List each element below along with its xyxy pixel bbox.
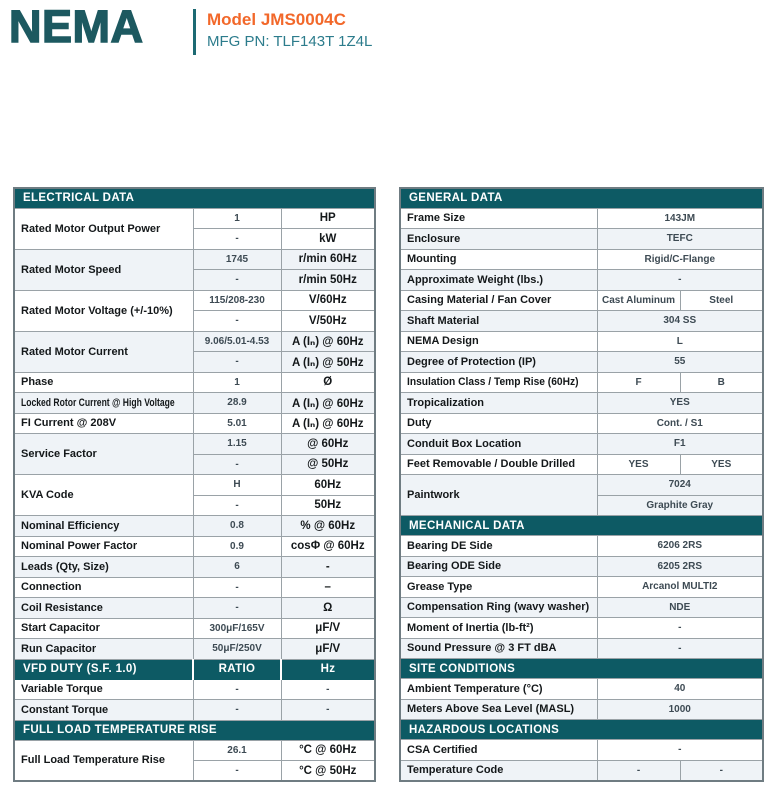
spec-label: Casing Material / Fan Cover: [400, 290, 597, 311]
spec-value: Cont. / S1: [597, 413, 763, 434]
spec-label: Connection: [14, 577, 193, 598]
electrical-data-table: [13, 187, 376, 782]
spec-value: 6205 2RS: [597, 556, 763, 577]
spec-label: Ambient Temperature (°C): [400, 679, 597, 700]
spec-value: 26.1: [193, 740, 281, 761]
spec-unit: kW: [281, 229, 375, 250]
spec-value: Arcanol MULTI2: [597, 577, 763, 598]
spec-value: 1745: [193, 249, 281, 270]
spec-unit: V/50Hz: [281, 311, 375, 332]
spec-label: FI Current @ 208V: [14, 413, 193, 434]
spec-value: 55: [597, 352, 763, 373]
spec-value: 0.9: [193, 536, 281, 557]
spec-label: Locked Rotor Current @ High Voltage: [14, 393, 193, 414]
spec-value: 6206 2RS: [597, 536, 763, 557]
spec-value: 1: [193, 208, 281, 229]
spec-value: B: [680, 372, 763, 393]
spec-label: Bearing ODE Side: [400, 556, 597, 577]
spec-value: L: [597, 331, 763, 352]
spec-value: -: [193, 679, 281, 700]
spec-value: YES: [597, 393, 763, 414]
spec-label: Leads (Qty, Size): [14, 557, 193, 578]
spec-unit: 50Hz: [281, 495, 375, 516]
spec-unit: °C @ 50Hz: [281, 761, 375, 782]
section-header-mechanical: MECHANICAL DATA: [400, 516, 763, 536]
spec-label: Grease Type: [400, 577, 597, 598]
spec-unit: μF/V: [281, 639, 375, 660]
spec-unit: A (Iₙ) @ 50Hz: [281, 352, 375, 373]
spec-value: 300μF/165V: [193, 618, 281, 639]
spec-label: Conduit Box Location: [400, 434, 597, 455]
spec-label: Nominal Power Factor: [14, 536, 193, 557]
spec-value: 40: [597, 679, 763, 700]
vfd-ratio-column-header: RATIO: [193, 659, 281, 679]
spec-value: -: [597, 618, 763, 639]
spec-value: -: [680, 760, 763, 781]
spec-label: Rated Motor Voltage (+/-10%): [14, 290, 193, 331]
spec-unit: A (Iₙ) @ 60Hz: [281, 413, 375, 434]
spec-value: 9.06/5.01-4.53: [193, 331, 281, 352]
spec-label: Frame Size: [400, 208, 597, 229]
spec-unit: Ø: [281, 372, 375, 393]
spec-label: Shaft Material: [400, 311, 597, 332]
general-data-table: [399, 187, 764, 782]
spec-unit: °C @ 60Hz: [281, 740, 375, 761]
spec-value: -: [281, 679, 375, 700]
spec-value: F1: [597, 434, 763, 455]
spec-label: KVA Code: [14, 475, 193, 516]
mfg-part-number: MFG PN: TLF143T 1Z4L: [207, 33, 373, 50]
spec-unit: 60Hz: [281, 475, 375, 496]
spec-label: Approximate Weight (lbs.): [400, 270, 597, 291]
spec-value: Graphite Gray: [597, 495, 763, 516]
spec-value: 5.01: [193, 413, 281, 434]
section-header-site-conditions: SITE CONDITIONS: [400, 659, 763, 679]
spec-unit: % @ 60Hz: [281, 516, 375, 537]
section-header-hazardous-locations: HAZARDOUS LOCATIONS: [400, 720, 763, 740]
spec-unit: -: [281, 557, 375, 578]
spec-value: -: [193, 270, 281, 291]
spec-unit: r/min 50Hz: [281, 270, 375, 291]
spec-label: Meters Above Sea Level (MASL): [400, 699, 597, 720]
spec-value: NDE: [597, 597, 763, 618]
spec-value: 1: [193, 372, 281, 393]
spec-unit: @ 60Hz: [281, 434, 375, 455]
spec-unit: @ 50Hz: [281, 454, 375, 475]
spec-label: Enclosure: [400, 229, 597, 250]
spec-unit: Ω: [281, 598, 375, 619]
spec-value: 143JM: [597, 208, 763, 229]
spec-label: Degree of Protection (IP): [400, 352, 597, 373]
spec-value: -: [597, 638, 763, 659]
spec-label: NEMA Design: [400, 331, 597, 352]
spec-value: -: [193, 454, 281, 475]
spec-value: 1.15: [193, 434, 281, 455]
spec-value: TEFC: [597, 229, 763, 250]
spec-unit: A (Iₙ) @ 60Hz: [281, 393, 375, 414]
spec-value: -: [193, 761, 281, 782]
spec-unit: r/min 60Hz: [281, 249, 375, 270]
spec-value: -: [193, 495, 281, 516]
spec-unit: V/60Hz: [281, 290, 375, 311]
spec-label: Rated Motor Speed: [14, 249, 193, 290]
spec-value: -: [193, 352, 281, 373]
spec-label: Compensation Ring (wavy washer): [400, 597, 597, 618]
spec-value: -: [193, 700, 281, 721]
spec-value: 50μF/250V: [193, 639, 281, 660]
spec-label: Rated Motor Output Power: [14, 208, 193, 249]
spec-value: 7024: [597, 475, 763, 496]
spec-label: Constant Torque: [14, 700, 193, 721]
spec-label: Service Factor: [14, 434, 193, 475]
section-header-vfd-duty: VFD DUTY (S.F. 1.0): [14, 659, 193, 679]
model-number: Model JMS0004C: [207, 10, 346, 29]
spec-value: 28.9: [193, 393, 281, 414]
spec-value: YES: [680, 454, 763, 475]
brand-divider: [193, 9, 196, 55]
spec-label: Full Load Temperature Rise: [14, 740, 193, 781]
spec-label: Coil Resistance: [14, 598, 193, 619]
spec-value: -: [597, 270, 763, 291]
spec-label: CSA Certified: [400, 740, 597, 761]
spec-value: -: [597, 760, 680, 781]
spec-value: YES: [597, 454, 680, 475]
spec-value: -: [193, 598, 281, 619]
spec-label: Run Capacitor: [14, 639, 193, 660]
spec-label: Nominal Efficiency: [14, 516, 193, 537]
section-header-full-load-temp-rise: FULL LOAD TEMPERATURE RISE: [14, 720, 375, 740]
spec-value: -: [281, 700, 375, 721]
spec-value: -: [193, 229, 281, 250]
section-header-general: GENERAL DATA: [400, 188, 763, 208]
spec-value: 1000: [597, 699, 763, 720]
spec-label: Insulation Class / Temp Rise (60Hz): [400, 372, 597, 393]
nema-logo: NEMA: [9, 1, 144, 52]
spec-label: Paintwork: [400, 475, 597, 516]
spec-value: 115/208-230: [193, 290, 281, 311]
spec-value: -: [597, 740, 763, 761]
vfd-hz-column-header: Hz: [281, 659, 375, 679]
section-header-electrical: ELECTRICAL DATA: [14, 188, 375, 208]
spec-unit: HP: [281, 208, 375, 229]
spec-label: Temperature Code: [400, 760, 597, 781]
spec-label: Phase: [14, 372, 193, 393]
spec-value: 0.8: [193, 516, 281, 537]
spec-unit: cosΦ @ 60Hz: [281, 536, 375, 557]
spec-value: Cast Aluminum: [597, 290, 680, 311]
spec-value: F: [597, 372, 680, 393]
spec-unit: –: [281, 577, 375, 598]
spec-value: Rigid/C-Flange: [597, 249, 763, 270]
spec-unit: μF/V: [281, 618, 375, 639]
spec-value: 304 SS: [597, 311, 763, 332]
spec-value: H: [193, 475, 281, 496]
spec-label: Moment of Inertia (lb-ft²): [400, 618, 597, 639]
spec-value: 6: [193, 557, 281, 578]
spec-label: Rated Motor Current: [14, 331, 193, 372]
spec-label: Tropicalization: [400, 393, 597, 414]
spec-label: Variable Torque: [14, 679, 193, 700]
spec-label: Start Capacitor: [14, 618, 193, 639]
spec-label: Duty: [400, 413, 597, 434]
spec-label: Feet Removable / Double Drilled: [400, 454, 597, 475]
spec-label: Mounting: [400, 249, 597, 270]
spec-label: Bearing DE Side: [400, 536, 597, 557]
spec-value: -: [193, 577, 281, 598]
spec-unit: A (Iₙ) @ 60Hz: [281, 331, 375, 352]
spec-label: Sound Pressure @ 3 FT dBA: [400, 638, 597, 659]
spec-value: -: [193, 311, 281, 332]
spec-value: Steel: [680, 290, 763, 311]
